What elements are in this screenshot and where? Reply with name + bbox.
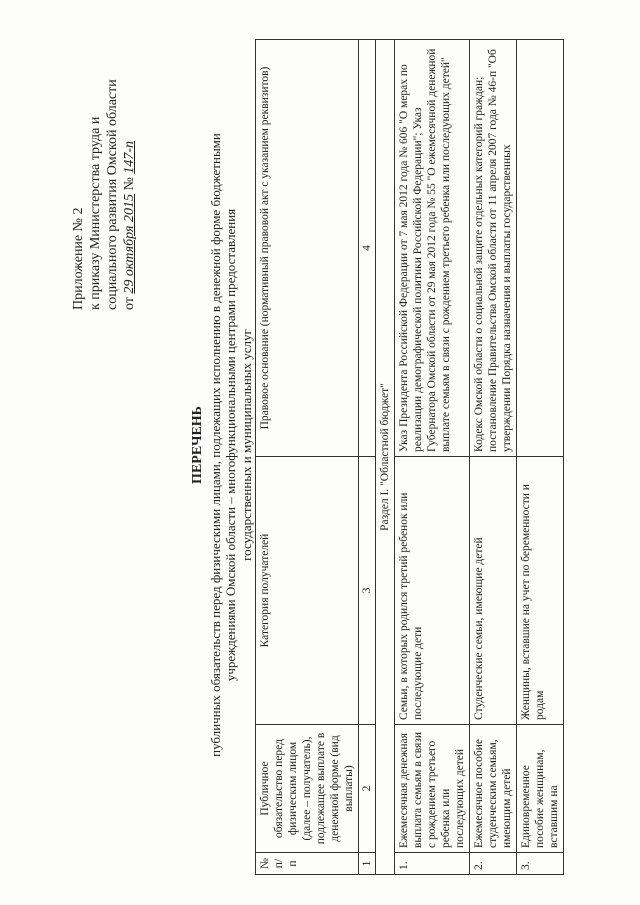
heading-title: ПЕРЕЧЕНЬ: [190, 406, 205, 484]
heading-line-3: государственных и муниципальных услуг: [238, 329, 254, 561]
table-header-row: [256, 40, 359, 875]
row-category: Женщины, вставшие на учет по беременности и родам: [517, 457, 564, 725]
col-number-1: 1: [359, 853, 376, 875]
row-basis: Указ Президента Российской Федерации от 7 мая 2012 года № 606 "О мерах по реализации демографической политики Российской Федерации"; Указ Губернатора Омской области от 29 мая 2012 года № 55 "О ежемесячной денежной выплате семьям в связи с рождением третьего ребенка или последующих детей": [395, 40, 470, 457]
heading-line-1: публичных обязательств перед физическими лицами, подлежащих исполнению в денежной форме бюджетными: [207, 133, 223, 757]
header-category: Категория получателей: [256, 457, 359, 725]
col-number-2: 2: [359, 725, 376, 853]
row-payment: Единовременное пособие женщинам, вставшим на: [517, 725, 564, 853]
col-number-4: 4: [359, 40, 376, 457]
appendix-title: Приложение № 2: [71, 207, 86, 310]
header-payment: Публичное обязательство перед физическим лицом (далее – получатель), подлежащее выплате в денежной форме (вид выплаты): [256, 725, 359, 853]
date-prefix: от: [122, 297, 137, 310]
appendix-order-line: к приказу Министерства труда и: [88, 116, 103, 310]
row-payment: Ежемесячное пособие студенческим семьям, имеющим детей: [470, 725, 517, 853]
table-row: [517, 40, 564, 875]
row-number: 3.: [517, 853, 564, 875]
table-row: [395, 40, 470, 875]
row-number: 2.: [470, 853, 517, 875]
appendix-ministry-line: социального развития Омской области: [105, 79, 120, 310]
column-number-row: [359, 40, 376, 875]
row-category: Семьи, в которых родился третий ребенок или последующие дети: [395, 457, 470, 725]
order-number: 147-п: [122, 141, 137, 174]
section-title: Раздел I. "Областной бюджет": [376, 40, 395, 875]
obligations-table: [255, 39, 564, 875]
number-prefix: №: [122, 177, 137, 191]
col-number-3: 3: [359, 457, 376, 725]
document-heading: [190, 45, 254, 845]
table-row: [470, 40, 517, 875]
row-number: 1.: [395, 853, 470, 875]
appendix-block: [70, 10, 138, 310]
row-payment: Ежемесячная денежная выплата семьям в связи с рождением третьего ребенка или последующих детей: [395, 725, 470, 853]
row-basis: [517, 40, 564, 457]
section-row: [376, 40, 395, 875]
header-number: № п/п: [256, 853, 359, 875]
row-category: Студенческие семьи, имеющие детей: [470, 457, 517, 725]
row-basis: Кодекс Омской области о социальной защите отдельных категорий граждан; постановление Правительства Омской области от 11 апреля 2007 года № 46-п "Об утверждении Порядка назначения и выплаты государственных: [470, 40, 517, 457]
header-basis: Правовое основание (нормативный правовой акт с указанием реквизитов): [256, 40, 359, 457]
appendix-date-line: [121, 10, 138, 310]
heading-line-2: учреждениями Омской области – многофункциональными центрами предоставления: [223, 208, 238, 682]
order-date: 29 октября 2015: [122, 194, 137, 294]
